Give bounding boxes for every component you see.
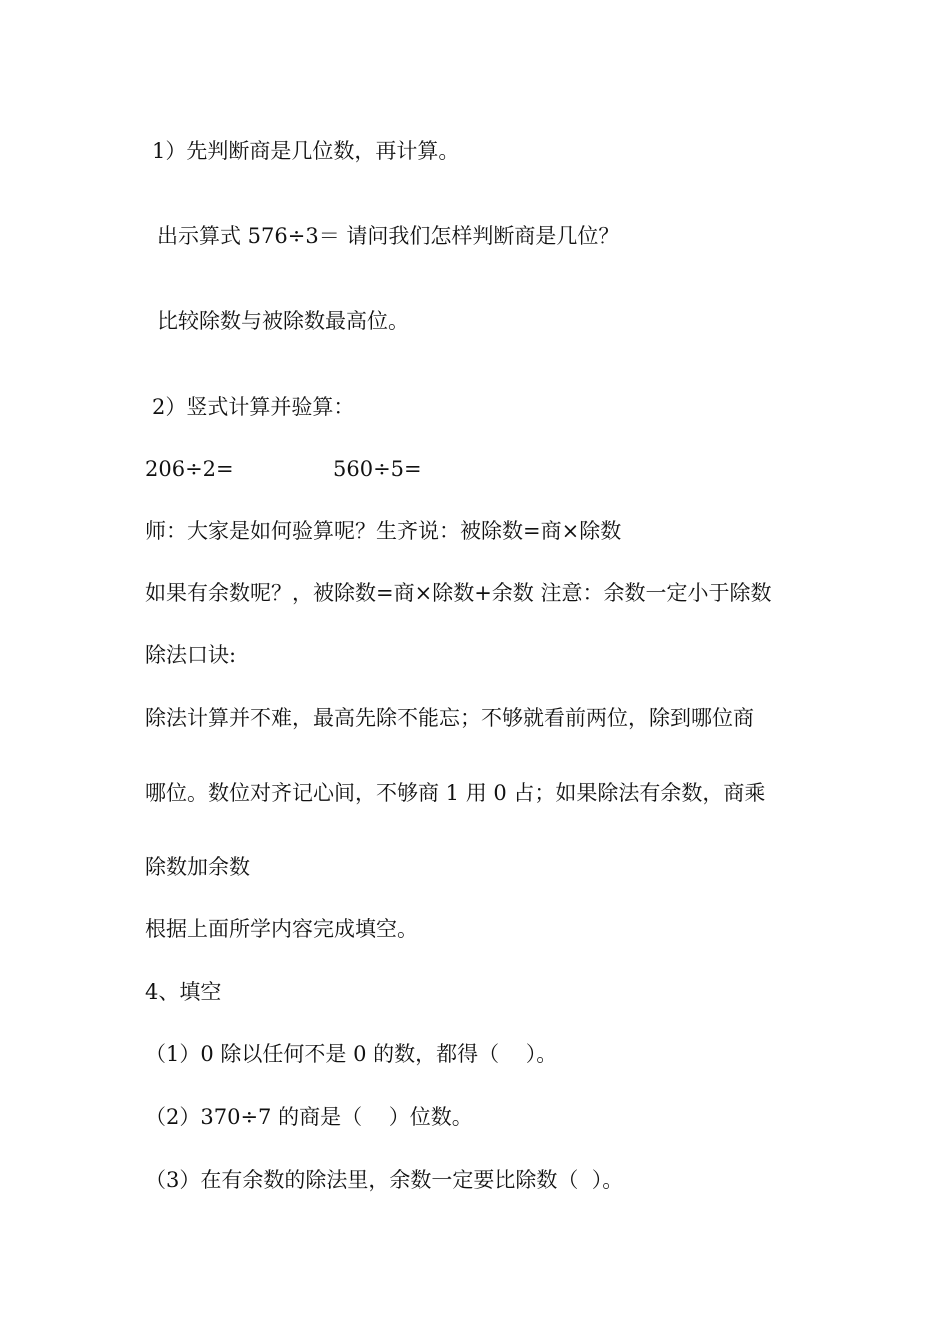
section4-heading: 4、填空: [145, 980, 222, 1004]
rhyme-line-2: 哪位。数位对齐记心间，不够商 1 用 0 占；如果除法有余数，商乘: [145, 781, 766, 805]
rhyme-line-1: 除法计算并不难，最高先除不能忘；不够就看前两位，除到哪位商: [145, 706, 754, 730]
calc-expression-a: 206÷2=: [145, 457, 234, 481]
question-2: （2）370÷7 的商是（ ）位数。: [145, 1105, 473, 1129]
calc-expression-b: 560÷5=: [333, 457, 422, 481]
teacher-text: 师：大家是如何验算呢？生齐说：被除数=商×除数: [145, 519, 622, 543]
question-3: （3）在有余数的除法里，余数一定要比除数（ ）。: [145, 1168, 624, 1192]
question-1: （1）0 除以任何不是 0 的数，都得（ ）。: [145, 1042, 558, 1066]
instruction-text: 根据上面所学内容完成填空。: [145, 917, 418, 941]
rhyme-title: 除法口诀:: [145, 643, 237, 667]
show-formula-text: 出示算式 576÷3＝ 请问我们怎样判断商是几位？: [157, 224, 620, 248]
rhyme-line-3: 除数加余数: [145, 855, 250, 879]
step1-heading: 1）先判断商是几位数，再计算。: [152, 139, 460, 163]
remainder-text: 如果有余数呢？，被除数=商×除数+余数 注意：余数一定小于除数: [145, 581, 772, 605]
step2-heading: 2）竖式计算并验算：: [152, 395, 355, 419]
compare-text: 比较除数与被除数最高位。: [157, 309, 409, 333]
